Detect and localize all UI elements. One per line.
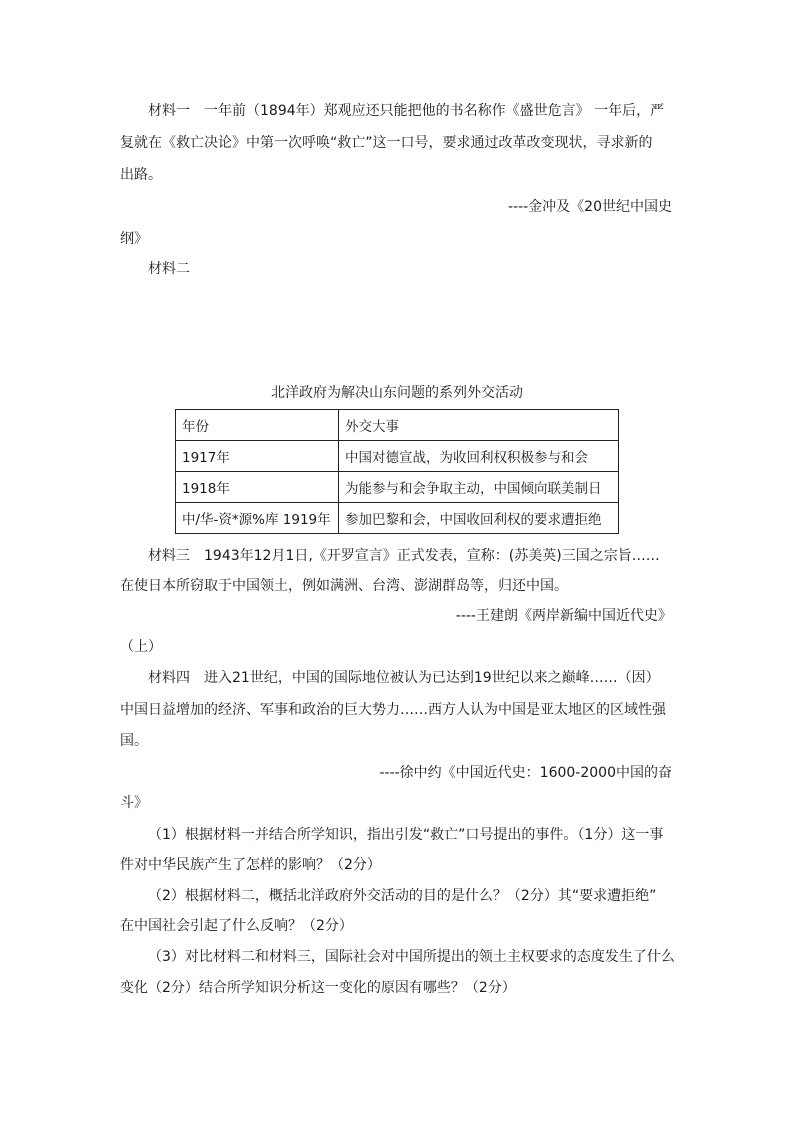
question1-line1: （1）根据材料一并结合所学知识，指出引发“救亡”口号提出的事件。（1分）这一事 [148, 827, 664, 843]
question1-line2: 件对中华民族产生了怎样的影响？（2分） [120, 857, 381, 873]
question3-line2: 变化（2分）结合所学知识分析这一变化的原因有哪些？（2分） [120, 980, 516, 996]
material3-source-line2: （上） [120, 639, 162, 655]
material4-line3: 国。 [120, 733, 148, 749]
table-cell-event: 为能参与和会争取主动，中国倾向联美制日 [339, 472, 619, 503]
material2-heading: 材料二 [148, 261, 190, 277]
table-row [176, 503, 619, 534]
table-title: 北洋政府为解决山东问题的系列外交活动 [271, 385, 523, 401]
table-row [176, 472, 619, 503]
material4-line1: 材料四 进入21世纪，中国的国际地位被认为已达到19世纪以来之巅峰……（因） [148, 670, 660, 686]
material3-line2: 在使日本所窃取于中国领土，例如满洲、台湾、澎湖群岛等，归还中国。 [120, 578, 568, 594]
question2-line1: （2）根据材料二，概括北洋政府外交活动的目的是什么？（2分）其“要求遭拒绝” [148, 888, 657, 904]
table-row [176, 441, 619, 472]
material1-source-line2: 纲》 [120, 231, 148, 247]
material3-source-line1: ----王建朗《两岸新编中国近代史》 [455, 608, 672, 624]
material1-line1: 材料一 一年前（1894年）郑观应还只能把他的书名称作《盛世危言》 一年后，严 [148, 103, 665, 119]
material4-line2: 中国日益增加的经济、军事和政治的巨大势力……西方人认为中国是亚太地区的区域性强 [120, 702, 666, 718]
material4-source-line1: ----徐中约《中国近代史：1600-2000中国的奋 [379, 765, 672, 781]
material1-source-line1: ----金冲及《20世纪中国史 [507, 199, 672, 215]
table-cell-event: 中国对德宣战，为收回利权积极参与和会 [339, 441, 619, 472]
material1-line2: 复就在《救亡决论》中第一次呼唤“救亡”这一口号，要求通过改革改变现状，寻求新的 [120, 135, 653, 151]
material1-line3: 出路。 [120, 167, 162, 183]
table-header-year: 年份 [176, 410, 339, 441]
table-header-row [176, 410, 619, 441]
table-cell-year: 中/华-资*源%库 1919年 [176, 503, 339, 534]
table-cell-year: 1918年 [176, 472, 339, 503]
material3-line1: 材料三 1943年12月1日,《开罗宣言》正式发表，宣称：(苏美英)三国之宗旨…… [148, 548, 660, 564]
table-header-event: 外交大事 [339, 410, 619, 441]
question3-line1: （3）对比材料二和材料三，国际社会对中国所提出的领土主权要求的态度发生了什么 [148, 949, 675, 965]
diplomacy-table [175, 409, 619, 534]
material4-source-line2: 斗》 [120, 795, 148, 811]
table-cell-year: 1917年 [176, 441, 339, 472]
table-cell-event: 参加巴黎和会，中国收回利权的要求遭拒绝 [339, 503, 619, 534]
question2-line2: 在中国社会引起了什么反响？（2分） [120, 918, 353, 934]
